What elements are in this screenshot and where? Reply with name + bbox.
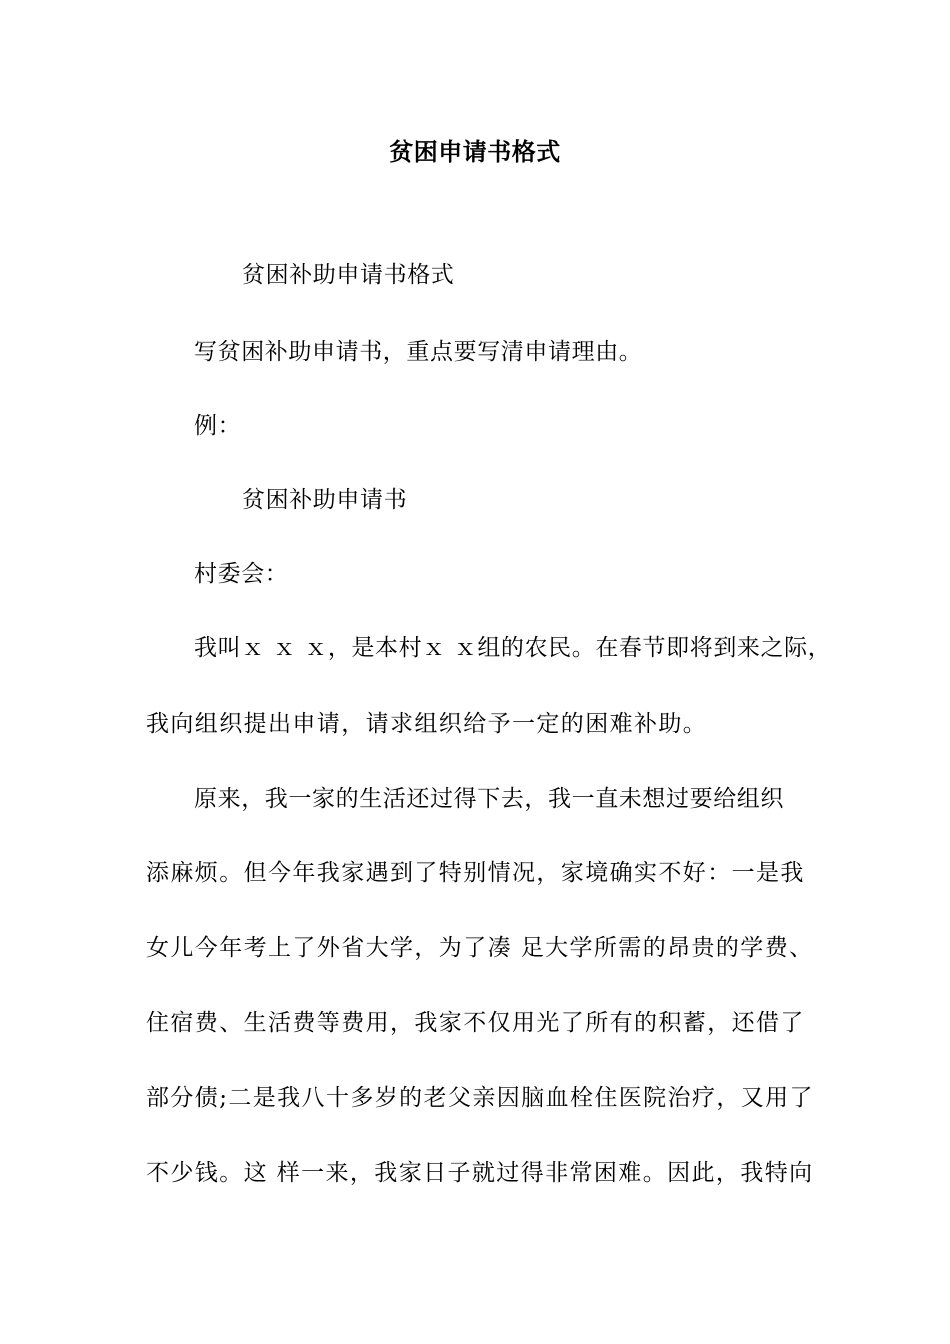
paragraph-line: 添麻烦。但今年我家遇到了特别情况，家境确实不好：一是我 xyxy=(146,860,805,886)
paragraph-line: 原来，我一家的生活还过得下去，我一直未想过要给组织 xyxy=(194,786,784,812)
paragraph-line: 我向组织提出申请，请求组织给予一定的困难补助。 xyxy=(146,711,708,737)
salutation: 村委会： xyxy=(194,561,289,587)
paragraph-line: 不少钱。这 样一来，我家日子就过得非常困难。因此，我特向 xyxy=(146,1160,814,1186)
example-label: 例： xyxy=(194,413,242,439)
example-heading: 贫困补助申请书 xyxy=(242,487,408,513)
document-title: 贫困申请书格式 xyxy=(389,137,561,166)
paragraph-line: 部分债;二是我八十多岁的老父亲因脑血栓住医院治疗，又用了 xyxy=(146,1085,814,1111)
subtitle-line: 贫困补助申请书格式 xyxy=(242,262,455,288)
paragraph-line: 住宿费、生活费等费用，我家不仅用光了所有的积蓄，还借了 xyxy=(146,1010,805,1036)
intro-line: 写贫困补助申请书，重点要写清申请理由。 xyxy=(194,339,643,365)
paragraph-line: 女儿今年考上了外省大学，为了凑 足大学所需的昂贵的学费、 xyxy=(146,935,814,961)
paragraph-line: 我叫ｘ ｘ ｘ，是本村ｘ ｘ组的农民。在春节即将到来之际， xyxy=(194,635,832,661)
